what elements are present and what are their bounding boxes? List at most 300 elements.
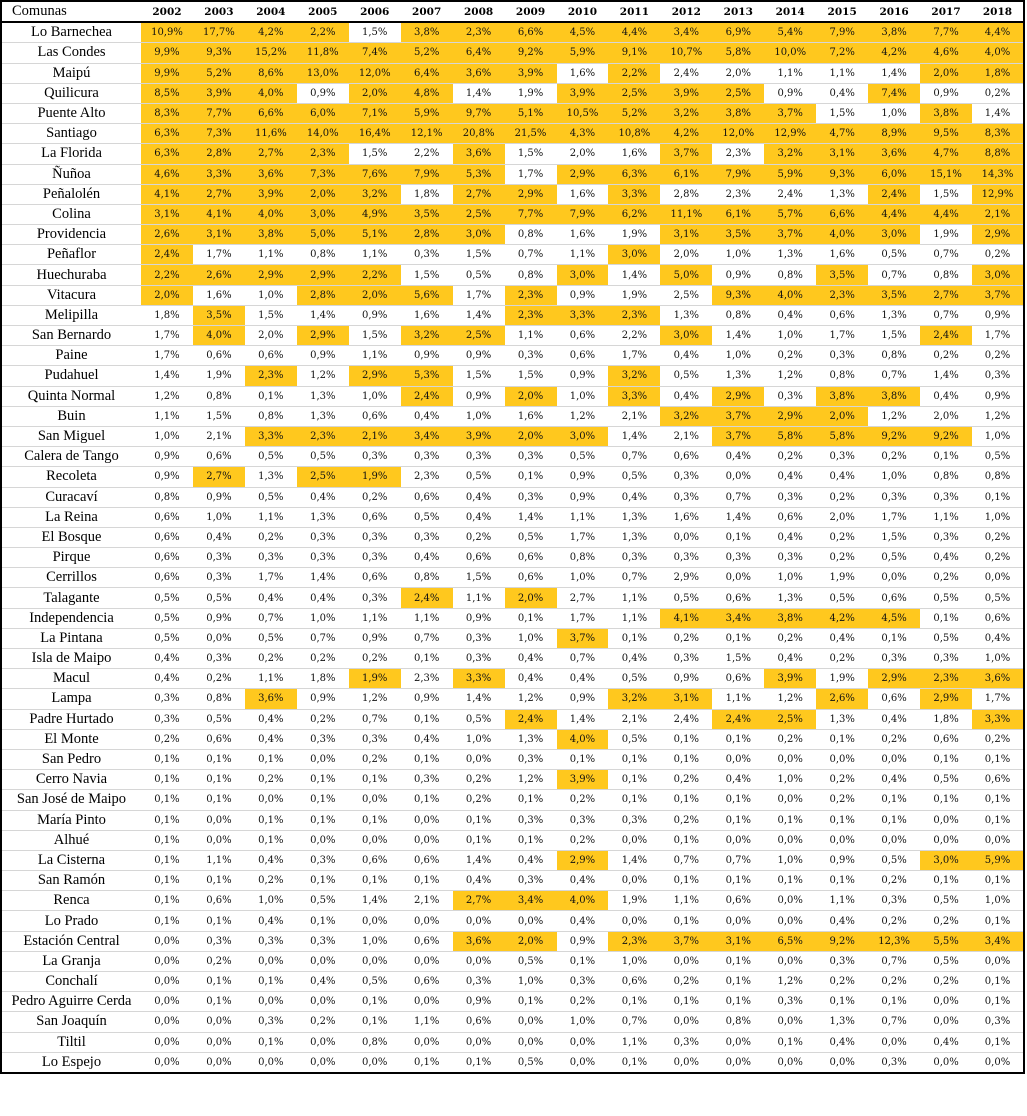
value-cell: 2,6% <box>193 265 245 285</box>
value-cell: 0,2% <box>972 346 1024 366</box>
value-cell: 0,7% <box>297 628 349 648</box>
value-cell: 0,5% <box>453 467 505 487</box>
comuna-name: Las Condes <box>1 43 141 63</box>
value-cell: 0,0% <box>816 749 868 769</box>
value-cell: 0,3% <box>193 568 245 588</box>
comuna-name: Lampa <box>1 689 141 709</box>
value-cell: 12,0% <box>349 63 401 83</box>
value-cell: 0,1% <box>972 790 1024 810</box>
value-cell: 1,5% <box>193 406 245 426</box>
value-cell: 1,5% <box>349 144 401 164</box>
value-cell: 3,1% <box>712 931 764 951</box>
value-cell: 1,7% <box>557 527 609 547</box>
value-cell: 0,6% <box>712 588 764 608</box>
value-cell: 0,2% <box>557 790 609 810</box>
value-cell: 3,2% <box>401 326 453 346</box>
value-cell: 0,4% <box>608 649 660 669</box>
value-cell: 0,0% <box>401 951 453 971</box>
value-cell: 3,3% <box>608 386 660 406</box>
value-cell: 0,1% <box>245 810 297 830</box>
value-cell: 0,1% <box>245 830 297 850</box>
comuna-name: Vitacura <box>1 285 141 305</box>
comuna-name: Padre Hurtado <box>1 709 141 729</box>
value-cell: 5,7% <box>764 204 816 224</box>
value-cell: 12,1% <box>401 124 453 144</box>
table-row <box>1 22 1024 43</box>
value-cell: 0,4% <box>297 487 349 507</box>
value-cell: 1,7% <box>608 346 660 366</box>
value-cell: 0,9% <box>660 669 712 689</box>
value-cell: 1,1% <box>920 507 972 527</box>
value-cell: 3,0% <box>608 245 660 265</box>
value-cell: 0,6% <box>193 447 245 467</box>
table-row <box>1 103 1024 123</box>
value-cell: 0,3% <box>660 467 712 487</box>
value-cell: 1,1% <box>245 507 297 527</box>
value-cell: 0,1% <box>660 830 712 850</box>
value-cell: 0,9% <box>349 305 401 325</box>
value-cell: 0,0% <box>505 1012 557 1032</box>
value-cell: 0,2% <box>660 770 712 790</box>
value-cell: 0,7% <box>608 447 660 467</box>
value-cell: 1,8% <box>297 669 349 689</box>
value-cell: 0,5% <box>660 588 712 608</box>
value-cell: 2,6% <box>141 225 193 245</box>
value-cell: 0,4% <box>868 770 920 790</box>
value-cell: 11,6% <box>245 124 297 144</box>
value-cell: 0,4% <box>297 588 349 608</box>
value-cell: 2,4% <box>141 245 193 265</box>
value-cell: 0,0% <box>245 951 297 971</box>
value-cell: 20,8% <box>453 124 505 144</box>
value-cell: 1,5% <box>712 649 764 669</box>
value-cell: 1,0% <box>141 426 193 446</box>
value-cell: 11,8% <box>297 43 349 63</box>
table-row <box>1 548 1024 568</box>
value-cell: 0,5% <box>453 709 505 729</box>
value-cell: 0,1% <box>660 790 712 810</box>
value-cell: 5,2% <box>401 43 453 63</box>
value-cell: 0,3% <box>868 891 920 911</box>
value-cell: 3,7% <box>712 426 764 446</box>
value-cell: 0,3% <box>349 729 401 749</box>
value-cell: 0,3% <box>401 447 453 467</box>
value-cell: 3,6% <box>453 63 505 83</box>
value-cell: 1,0% <box>764 770 816 790</box>
value-cell: 4,9% <box>349 204 401 224</box>
value-cell: 6,1% <box>660 164 712 184</box>
value-cell: 0,4% <box>764 649 816 669</box>
table-row <box>1 649 1024 669</box>
value-cell: 1,6% <box>557 184 609 204</box>
value-cell: 4,6% <box>920 43 972 63</box>
value-cell: 0,5% <box>505 527 557 547</box>
value-cell: 0,1% <box>660 992 712 1012</box>
value-cell: 1,7% <box>972 689 1024 709</box>
value-cell: 5,0% <box>660 265 712 285</box>
value-cell: 0,3% <box>920 649 972 669</box>
value-cell: 0,4% <box>297 972 349 992</box>
value-cell: 0,2% <box>920 911 972 931</box>
value-cell: 2,0% <box>816 406 868 426</box>
value-cell: 0,1% <box>868 992 920 1012</box>
value-cell: 4,4% <box>868 204 920 224</box>
value-cell: 0,1% <box>660 871 712 891</box>
value-cell: 3,7% <box>712 406 764 426</box>
value-cell: 0,1% <box>141 871 193 891</box>
value-cell: 0,5% <box>920 770 972 790</box>
table-row <box>1 729 1024 749</box>
value-cell: 0,7% <box>868 366 920 386</box>
value-cell: 2,0% <box>505 588 557 608</box>
value-cell: 0,3% <box>453 649 505 669</box>
value-cell: 0,3% <box>972 1012 1024 1032</box>
value-cell: 2,7% <box>245 144 297 164</box>
value-cell: 6,3% <box>608 164 660 184</box>
value-cell: 0,8% <box>245 406 297 426</box>
value-cell: 0,3% <box>349 447 401 467</box>
value-cell: 5,2% <box>608 103 660 123</box>
value-cell: 0,4% <box>401 548 453 568</box>
table-row <box>1 426 1024 446</box>
value-cell: 1,0% <box>972 507 1024 527</box>
value-cell: 2,2% <box>608 63 660 83</box>
value-cell: 3,8% <box>868 386 920 406</box>
value-cell: 0,0% <box>920 992 972 1012</box>
value-cell: 3,7% <box>764 103 816 123</box>
value-cell: 0,0% <box>297 951 349 971</box>
value-cell: 3,3% <box>453 669 505 689</box>
value-cell: 3,7% <box>660 931 712 951</box>
value-cell: 2,3% <box>245 366 297 386</box>
value-cell: 1,4% <box>608 426 660 446</box>
value-cell: 1,6% <box>816 245 868 265</box>
value-cell: 0,1% <box>245 749 297 769</box>
value-cell: 0,9% <box>920 83 972 103</box>
value-cell: 0,0% <box>764 911 816 931</box>
value-cell: 1,5% <box>453 568 505 588</box>
value-cell: 0,0% <box>569 1056 596 1068</box>
value-cell: 0,2% <box>453 527 505 547</box>
value-cell: 5,1% <box>349 225 401 245</box>
value-cell: 0,6% <box>349 406 401 426</box>
value-cell: 3,0% <box>660 326 712 346</box>
value-cell: 9,2% <box>505 43 557 63</box>
comuna-name: Quilicura <box>1 83 141 103</box>
value-cell: 0,9% <box>453 386 505 406</box>
value-cell: 1,5% <box>816 103 868 123</box>
value-cell: 6,3% <box>141 124 193 144</box>
value-cell: 0,4% <box>660 386 712 406</box>
comuna-name: Estación Central <box>1 931 141 951</box>
value-cell: 1,3% <box>297 507 349 527</box>
value-cell: 0,4% <box>712 770 764 790</box>
table-row <box>1 770 1024 790</box>
value-cell: 0,2% <box>764 729 816 749</box>
table-row <box>1 245 1024 265</box>
value-cell: 4,6% <box>141 164 193 184</box>
value-cell: 4,0% <box>557 891 609 911</box>
value-cell: 0,3% <box>193 931 245 951</box>
value-cell: 0,0% <box>712 749 764 769</box>
value-cell: 0,3% <box>141 709 193 729</box>
value-cell: 1,0% <box>557 1012 609 1032</box>
value-cell: 0,9% <box>193 487 245 507</box>
value-cell: 1,3% <box>764 588 816 608</box>
value-cell: 0,4% <box>141 649 193 669</box>
value-cell: 6,0% <box>868 164 920 184</box>
value-cell: 7,6% <box>349 164 401 184</box>
value-cell: 0,7% <box>660 850 712 870</box>
value-cell: 0,9% <box>764 83 816 103</box>
value-cell: 0,8% <box>764 265 816 285</box>
value-cell: 2,0% <box>349 285 401 305</box>
value-cell: 0,3% <box>401 527 453 547</box>
value-cell: 1,2% <box>141 386 193 406</box>
value-cell: 0,9% <box>297 689 349 709</box>
value-cell: 2,1% <box>608 709 660 729</box>
table-row <box>1 467 1024 487</box>
value-cell: 0,3% <box>557 810 609 830</box>
value-cell: 0,5% <box>868 850 920 870</box>
value-cell: 0,4% <box>868 709 920 729</box>
value-cell: 0,0% <box>349 951 401 971</box>
table-row <box>1 184 1024 204</box>
value-cell: 1,0% <box>349 931 401 951</box>
value-cell: 0,1% <box>453 810 505 830</box>
value-cell: 1,0% <box>453 406 505 426</box>
value-cell: 0,7% <box>868 951 920 971</box>
value-cell: 1,2% <box>764 366 816 386</box>
value-cell: 0,1% <box>349 871 401 891</box>
value-cell: 3,2% <box>660 103 712 123</box>
value-cell: 0,5% <box>193 709 245 729</box>
value-cell: 0,6% <box>453 1012 505 1032</box>
value-cell: 1,5% <box>349 326 401 346</box>
value-cell: 0,0% <box>712 911 764 931</box>
value-cell: 0,2% <box>868 972 920 992</box>
value-cell: 0,1% <box>505 608 557 628</box>
value-cell: 4,0% <box>557 729 609 749</box>
value-cell: 0,2% <box>764 346 816 366</box>
value-cell: 1,9% <box>349 467 401 487</box>
value-cell: 2,5% <box>297 467 349 487</box>
value-cell: 1,3% <box>297 386 349 406</box>
value-cell: 0,4% <box>141 669 193 689</box>
table-row <box>1 144 1024 164</box>
value-cell: 4,5% <box>557 22 609 43</box>
value-cell: 0,1% <box>621 1056 648 1068</box>
value-cell: 0,1% <box>505 467 557 487</box>
value-cell: 0,2% <box>557 992 609 1012</box>
value-cell: 0,1% <box>297 810 349 830</box>
value-cell: 0,1% <box>465 1056 492 1068</box>
value-cell: 7,9% <box>712 164 764 184</box>
value-cell: 13,0% <box>297 63 349 83</box>
value-cell: 0,6% <box>141 568 193 588</box>
value-cell: 2,3% <box>816 285 868 305</box>
value-cell: 0,5% <box>245 628 297 648</box>
value-cell: 0,9% <box>297 346 349 366</box>
value-cell: 0,0% <box>258 1056 284 1068</box>
value-cell: 1,9% <box>193 366 245 386</box>
value-cell: 1,4% <box>453 850 505 870</box>
value-cell: 0,2% <box>193 951 245 971</box>
comuna-name: Independencia <box>1 608 141 628</box>
value-cell: 0,4% <box>505 669 557 689</box>
value-cell: 10,9% <box>141 22 193 43</box>
header-year: 2012 <box>660 1 712 22</box>
value-cell: 0,2% <box>972 245 1024 265</box>
value-cell: 0,3% <box>297 931 349 951</box>
value-cell: 0,2% <box>193 669 245 689</box>
comuna-name: Pudahuel <box>1 366 141 386</box>
value-cell: 0,1% <box>141 911 193 931</box>
value-cell: 0,8% <box>505 225 557 245</box>
value-cell: 3,8% <box>868 22 920 43</box>
value-cell: 3,1% <box>660 689 712 709</box>
value-cell: 7,4% <box>868 83 920 103</box>
value-cell: 0,1% <box>972 1032 1024 1052</box>
table-row <box>1 265 1024 285</box>
value-cell: 0,4% <box>764 467 816 487</box>
value-cell: 3,9% <box>660 83 712 103</box>
value-cell: 1,0% <box>557 386 609 406</box>
value-cell: 1,1% <box>660 891 712 911</box>
value-cell: 0,2% <box>816 487 868 507</box>
value-cell: 0,0% <box>505 911 557 931</box>
value-cell: 0,1% <box>453 830 505 850</box>
value-cell: 0,9% <box>557 931 609 951</box>
comuna-name: La Reina <box>1 507 141 527</box>
table-row <box>1 164 1024 184</box>
value-cell: 0,3% <box>401 245 453 265</box>
comuna-name: Puente Alto <box>1 103 141 123</box>
value-cell: 0,1% <box>193 790 245 810</box>
value-cell: 0,4% <box>401 406 453 426</box>
value-cell: 0,3% <box>453 447 505 467</box>
value-cell: 0,3% <box>349 527 401 547</box>
value-cell: 1,1% <box>712 689 764 709</box>
value-cell: 0,1% <box>297 911 349 931</box>
value-cell: 0,0% <box>829 1056 855 1068</box>
table-row <box>1 891 1024 911</box>
comuna-name: San Ramón <box>1 871 141 891</box>
value-cell: 0,5% <box>141 628 193 648</box>
value-cell: 4,2% <box>868 43 920 63</box>
value-cell: 2,9% <box>712 386 764 406</box>
value-cell: 0,1% <box>245 1032 297 1052</box>
value-cell: 0,1% <box>413 1056 440 1068</box>
value-cell: 0,0% <box>764 891 816 911</box>
value-cell: 0,0% <box>712 467 764 487</box>
value-cell: 1,8% <box>141 305 193 325</box>
value-cell: 5,5% <box>920 931 972 951</box>
comuna-name: María Pinto <box>1 810 141 830</box>
value-cell: 2,0% <box>660 245 712 265</box>
value-cell: 0,3% <box>881 1056 907 1068</box>
value-cell: 1,2% <box>972 406 1024 426</box>
value-cell: 4,4% <box>920 204 972 224</box>
value-cell: 0,0% <box>193 1012 245 1032</box>
value-cell: 0,1% <box>608 628 660 648</box>
value-cell: 1,4% <box>920 366 972 386</box>
value-cell: 1,2% <box>868 406 920 426</box>
value-cell: 2,5% <box>764 709 816 729</box>
value-cell: 0,1% <box>141 850 193 870</box>
comuna-name: Cerrillos <box>1 568 141 588</box>
table-row <box>1 326 1024 346</box>
value-cell: 1,4% <box>505 507 557 527</box>
comuna-name: Melipilla <box>1 305 141 325</box>
value-cell: 0,5% <box>920 891 972 911</box>
value-cell: 4,1% <box>660 608 712 628</box>
header-year: 2014 <box>764 1 816 22</box>
value-cell: 0,2% <box>816 527 868 547</box>
value-cell: 2,9% <box>764 406 816 426</box>
value-cell: 1,5% <box>505 366 557 386</box>
value-cell: 0,8% <box>193 689 245 709</box>
value-cell: 0,2% <box>453 790 505 810</box>
value-cell: 10,0% <box>764 43 816 63</box>
comuna-name: La Cisterna <box>1 850 141 870</box>
value-cell: 5,9% <box>401 103 453 123</box>
value-cell: 1,0% <box>453 729 505 749</box>
value-cell: 3,1% <box>193 225 245 245</box>
value-cell: 0,2% <box>868 447 920 467</box>
value-cell: 0,0% <box>141 992 193 1012</box>
value-cell: 0,7% <box>920 245 972 265</box>
table-row <box>1 63 1024 83</box>
value-cell: 14,3% <box>972 164 1024 184</box>
value-cell: 2,4% <box>660 63 712 83</box>
value-cell: 0,5% <box>297 891 349 911</box>
value-cell: 1,5% <box>868 527 920 547</box>
value-cell: 0,1% <box>193 871 245 891</box>
value-cell: 0,0% <box>141 951 193 971</box>
value-cell: 0,1% <box>297 871 349 891</box>
value-cell: 0,2% <box>349 487 401 507</box>
value-cell: 1,1% <box>505 326 557 346</box>
value-cell: 1,1% <box>245 245 297 265</box>
value-cell: 0,4% <box>608 487 660 507</box>
header-year: 2016 <box>868 1 920 22</box>
value-cell: 9,9% <box>141 43 193 63</box>
table-row <box>1 225 1024 245</box>
value-cell: 0,5% <box>868 548 920 568</box>
comuna-name: Lo Barnechea <box>1 22 141 43</box>
value-cell: 1,3% <box>816 1012 868 1032</box>
value-cell: 0,2% <box>816 770 868 790</box>
comuna-name: Alhué <box>1 830 141 850</box>
table-row <box>1 850 1024 870</box>
value-cell: 3,0% <box>297 204 349 224</box>
value-cell: 0,5% <box>816 588 868 608</box>
value-cell: 1,4% <box>297 568 349 588</box>
value-cell: 1,5% <box>453 245 505 265</box>
table-row <box>1 366 1024 386</box>
value-cell: 1,1% <box>557 507 609 527</box>
value-cell: 5,9% <box>557 43 609 63</box>
value-cell: 0,1% <box>505 830 557 850</box>
value-cell: 0,1% <box>816 992 868 1012</box>
value-cell: 0,2% <box>972 729 1024 749</box>
value-cell: 0,3% <box>764 487 816 507</box>
comuna-name: Isla de Maipo <box>1 649 141 669</box>
value-cell: 4,3% <box>557 124 609 144</box>
value-cell: 3,9% <box>193 83 245 103</box>
value-cell: 0,9% <box>401 346 453 366</box>
